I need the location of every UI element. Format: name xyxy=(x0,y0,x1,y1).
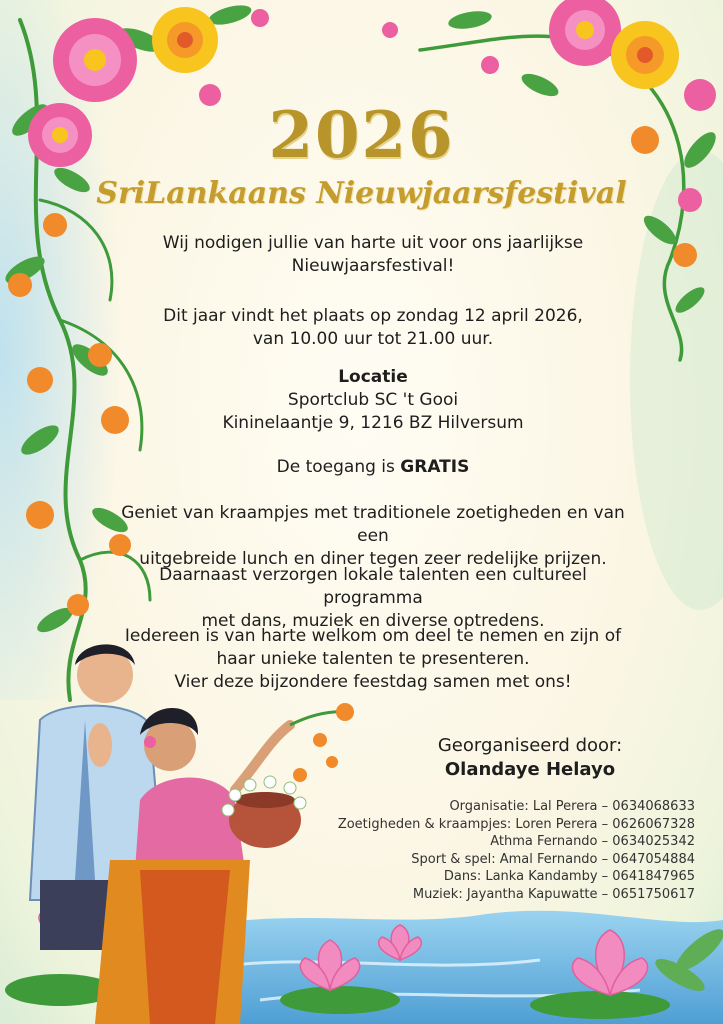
intro-line-2: Nieuwjaarsfestival! xyxy=(291,256,455,276)
welcome-text xyxy=(110,625,636,694)
welcome-line-2: haar unieke talenten te presenteren. xyxy=(216,649,530,669)
pink-flower-topright xyxy=(549,0,621,66)
contact-item: Muziek: Jayantha Kapuwatte – 0651750617 xyxy=(412,886,695,902)
location-heading: Locatie xyxy=(338,367,408,387)
yellow-flower-topright xyxy=(611,21,679,89)
organizer-label: Georganiseerd door: xyxy=(437,735,623,756)
event-year: 2026 xyxy=(268,98,455,173)
contact-item: Dans: Lanka Kandamby – 0641847965 xyxy=(443,869,695,884)
location-block xyxy=(130,366,616,435)
program-line-1: Daarnaast verzorgen lokale talenten een cultureel programma xyxy=(159,565,587,608)
organizer-name: Olandaye Helayo xyxy=(444,759,616,780)
entry-prefix: De toegang is xyxy=(276,457,395,477)
food-line-1: Geniet van kraampjes met traditionele zoetigheden en van een xyxy=(121,503,625,546)
intro-text xyxy=(130,232,616,278)
program-text xyxy=(110,564,636,633)
food-text xyxy=(110,502,636,571)
program-line-2: met dans, muziek en diverse optredens. xyxy=(201,611,545,631)
date-line-1: Dit jaar vindt het plaats op zondag 12 april 2026, xyxy=(163,306,583,326)
entry-text xyxy=(130,456,616,479)
date-line-2: van 10.00 uur tot 21.00 uur. xyxy=(252,329,494,349)
pink-flower-topleft xyxy=(53,18,137,102)
date-text xyxy=(130,305,616,351)
location-name: Sportclub SC 't Gooi xyxy=(287,390,459,410)
contact-item: Athma Fernando – 0634025342 xyxy=(490,834,695,849)
entry-free-badge: GRATIS xyxy=(400,457,470,477)
welcome-line-1: Iedereen is van harte welkom om deel te nemen en zijn of xyxy=(124,626,622,646)
yellow-flower-topleft xyxy=(152,7,218,73)
location-address: Kininelaantje 9, 1216 BZ Hilversum xyxy=(222,413,524,433)
contact-item: Sport & spel: Amal Fernando – 0647054884 xyxy=(411,851,695,867)
contact-list xyxy=(338,798,695,903)
organizer-block xyxy=(400,734,660,782)
food-line-2: uitgebreide lunch en diner tegen zeer redelijke prijzen. xyxy=(139,549,607,569)
welcome-line-3: Vier deze bijzondere feestdag samen met ons! xyxy=(174,672,572,692)
contact-item: Zoetigheden & kraampjes: Loren Perera – 0626067328 xyxy=(337,816,695,832)
intro-line-1: Wij nodigen jullie van harte uit voor ons jaarlijkse xyxy=(162,233,584,253)
event-title: SriLankaans Nieuwjaarsfestival xyxy=(96,176,627,211)
contact-item: Organisatie: Lal Perera – 0634068633 xyxy=(449,799,695,814)
